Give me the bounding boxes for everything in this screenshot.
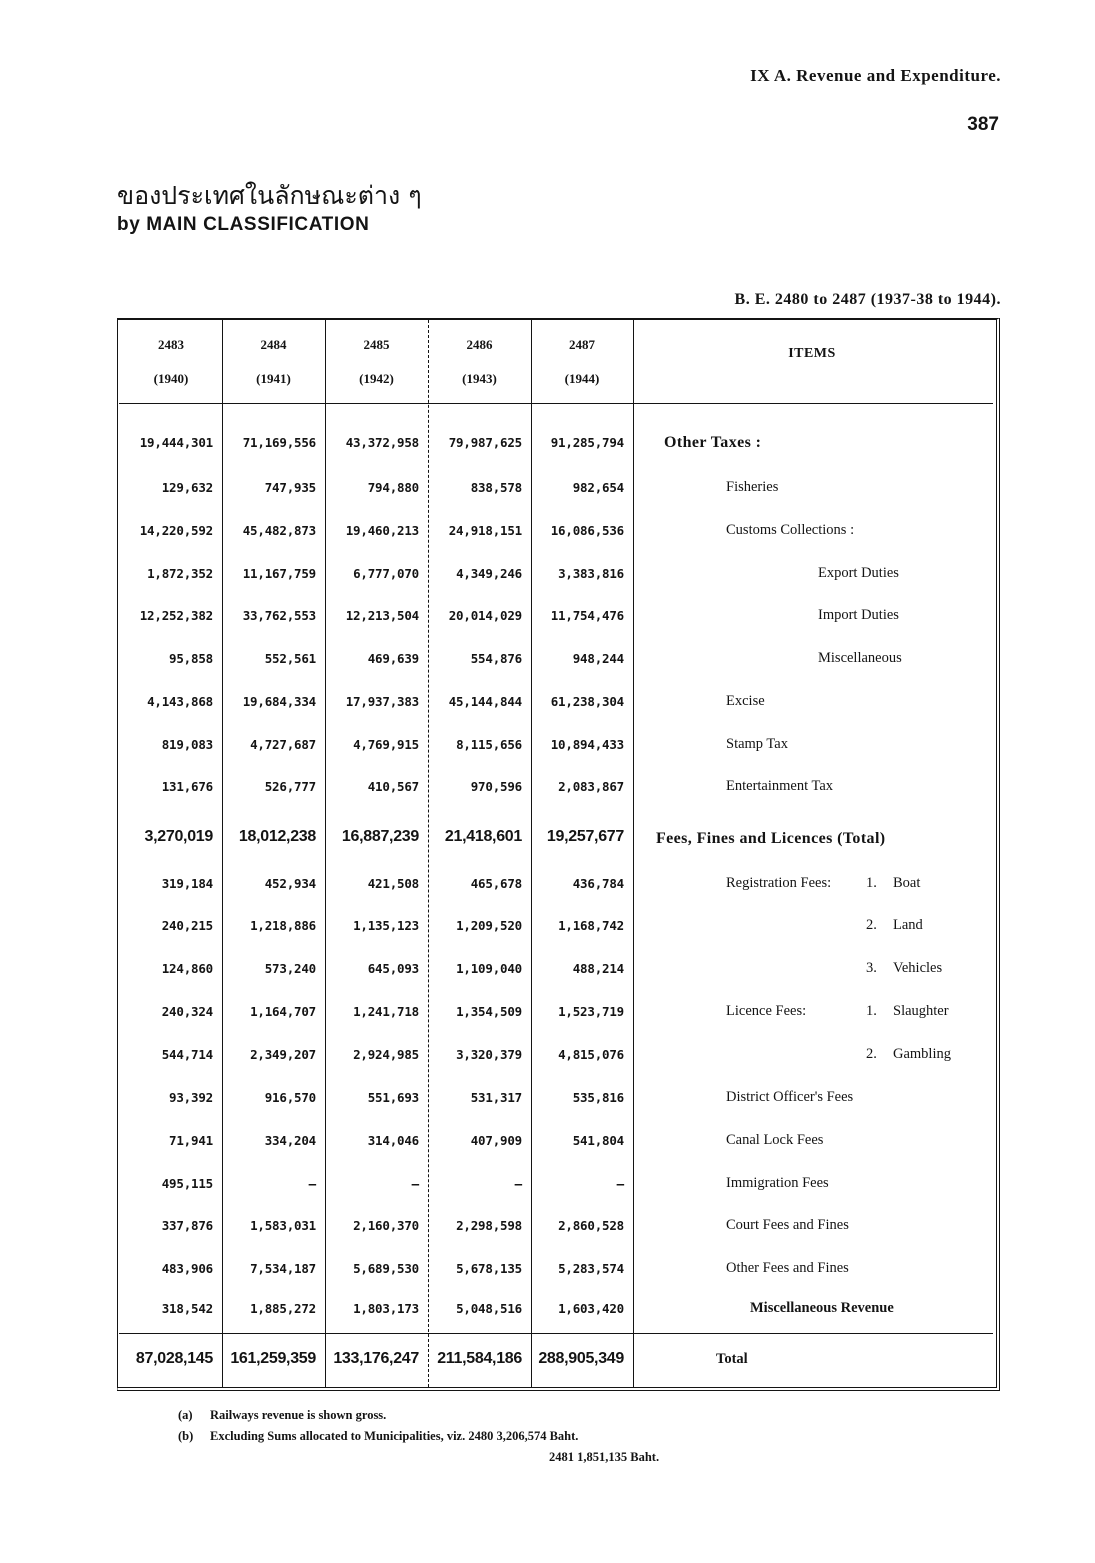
row-index: 3. xyxy=(866,960,877,976)
value-cell: 24,918,151 xyxy=(448,523,522,538)
value-cell: 21,418,601 xyxy=(444,828,522,845)
value-cell: 19,684,334 xyxy=(242,694,316,709)
total-cell: 87,028,145 xyxy=(135,1350,213,1367)
value-cell: 10,894,433 xyxy=(550,737,624,752)
row-label: Other Taxes : xyxy=(664,434,762,451)
value-cell: 131,676 xyxy=(161,779,213,794)
value-cell: 1,209,520 xyxy=(456,918,522,933)
value-cell: 421,508 xyxy=(367,876,419,891)
value-cell: 17,937,383 xyxy=(345,694,419,709)
value-cell: — xyxy=(514,1176,522,1191)
title-english: by MAIN CLASSIFICATION xyxy=(117,214,370,235)
row-item: Gambling xyxy=(893,1046,951,1062)
value-cell: 1,583,031 xyxy=(250,1218,316,1233)
row-label xyxy=(866,960,942,977)
value-cell: 16,086,536 xyxy=(550,523,624,538)
value-cell: 1,135,123 xyxy=(353,918,419,933)
period-note: B. E. 2480 to 2487 (1937-38 to 1944). xyxy=(734,291,1001,308)
value-cell: 319,184 xyxy=(161,876,213,891)
column-year-ce: (1942) xyxy=(359,371,394,386)
value-cell: 982,654 xyxy=(572,480,624,495)
value-cell: 71,169,556 xyxy=(242,435,316,450)
footnote xyxy=(178,1426,659,1447)
value-cell: 551,693 xyxy=(367,1090,419,1105)
value-cell: 2,349,207 xyxy=(250,1047,316,1062)
column-header xyxy=(531,328,633,396)
row-label: Other Fees and Fines xyxy=(726,1260,849,1276)
footnote-text: Excluding Sums allocated to Municipalities, viz. 2480 3,206,574 Baht. xyxy=(210,1429,579,1443)
value-cell: 45,482,873 xyxy=(242,523,316,538)
value-cell: 20,014,029 xyxy=(448,608,522,623)
total-cell: 288,905,349 xyxy=(538,1350,624,1367)
value-cell: 19,460,213 xyxy=(345,523,419,538)
row-label: Miscellaneous Revenue xyxy=(750,1300,894,1316)
total-label: Total xyxy=(716,1351,748,1367)
value-cell: 14,220,592 xyxy=(139,523,213,538)
value-cell: 124,860 xyxy=(161,961,213,976)
value-cell: 337,876 xyxy=(161,1218,213,1233)
value-cell: 5,678,135 xyxy=(456,1261,522,1276)
value-cell: 5,283,574 xyxy=(558,1261,624,1276)
value-cell: 488,214 xyxy=(572,961,624,976)
value-cell: 4,143,868 xyxy=(147,694,213,709)
row-group-label: Licence Fees: xyxy=(726,1003,807,1019)
value-cell: 645,093 xyxy=(367,961,419,976)
value-cell: 495,115 xyxy=(161,1176,213,1191)
value-cell: 18,012,238 xyxy=(238,828,316,845)
value-cell: 410,567 xyxy=(367,779,419,794)
value-cell: 526,777 xyxy=(264,779,316,794)
value-cell: 2,924,985 xyxy=(353,1047,419,1062)
column-header xyxy=(428,328,531,396)
value-cell: — xyxy=(308,1176,316,1191)
row-label: Stamp Tax xyxy=(726,736,788,752)
value-cell: 1,168,742 xyxy=(558,918,624,933)
value-cell: 45,144,844 xyxy=(448,694,522,709)
row-label: Canal Lock Fees xyxy=(726,1132,824,1148)
value-cell: — xyxy=(411,1176,419,1191)
value-cell: 747,935 xyxy=(264,480,316,495)
footnotes xyxy=(178,1405,659,1468)
value-cell: 3,320,379 xyxy=(456,1047,522,1062)
column-year-be: 2484 xyxy=(260,337,287,352)
value-cell: 541,804 xyxy=(572,1133,624,1148)
value-cell: 93,392 xyxy=(169,1090,213,1105)
value-cell: 2,083,867 xyxy=(558,779,624,794)
row-label: Court Fees and Fines xyxy=(726,1217,849,1233)
value-cell: 1,164,707 xyxy=(250,1004,316,1019)
column-rule xyxy=(633,320,634,1387)
footnote-continuation: 2481 1,851,135 Baht. xyxy=(549,1450,660,1464)
value-cell: 19,444,301 xyxy=(139,435,213,450)
row-index: 1. xyxy=(866,875,877,891)
total-cell: 133,176,247 xyxy=(333,1350,419,1367)
value-cell: 819,083 xyxy=(161,737,213,752)
column-year-be: 2487 xyxy=(569,337,595,352)
column-year-be: 2485 xyxy=(363,337,390,352)
value-cell: 61,238,304 xyxy=(550,694,624,709)
value-cell: 240,215 xyxy=(161,918,213,933)
value-cell: 916,570 xyxy=(264,1090,316,1105)
row-label: Export Duties xyxy=(818,565,899,581)
value-cell: 1,109,040 xyxy=(456,961,522,976)
value-cell: 1,241,718 xyxy=(353,1004,419,1019)
header-rule xyxy=(119,403,993,404)
value-cell: 43,372,958 xyxy=(345,435,419,450)
row-label xyxy=(866,1003,949,1020)
row-label xyxy=(866,1046,951,1063)
value-cell: 2,860,528 xyxy=(558,1218,624,1233)
row-label: Import Duties xyxy=(818,607,899,623)
value-cell: 2,160,370 xyxy=(353,1218,419,1233)
value-cell: 970,596 xyxy=(470,779,522,794)
total-cell: 161,259,359 xyxy=(230,1350,316,1367)
value-cell: 11,167,759 xyxy=(242,566,316,581)
column-year-ce: (1944) xyxy=(564,371,600,386)
value-cell: 1,885,272 xyxy=(250,1301,316,1316)
total-cell: 211,584,186 xyxy=(437,1350,522,1367)
value-cell: 838,578 xyxy=(470,480,522,495)
value-cell: 318,542 xyxy=(161,1301,213,1316)
value-cell: 4,769,915 xyxy=(353,737,419,752)
column-header xyxy=(325,328,428,396)
value-cell: 2,298,598 xyxy=(456,1218,522,1233)
row-label: Entertainment Tax xyxy=(726,778,834,794)
value-cell: 452,934 xyxy=(264,876,316,891)
value-cell: 3,270,019 xyxy=(144,828,213,845)
value-cell: 948,244 xyxy=(572,651,624,666)
value-cell: 1,354,509 xyxy=(456,1004,522,1019)
value-cell: 1,603,420 xyxy=(558,1301,624,1316)
value-cell: 79,987,625 xyxy=(448,435,522,450)
footnote-text: Railways revenue is shown gross. xyxy=(210,1408,387,1422)
value-cell: 436,784 xyxy=(572,876,624,891)
value-cell: 469,639 xyxy=(367,651,419,666)
value-cell: — xyxy=(616,1176,624,1191)
value-cell: 794,880 xyxy=(367,480,419,495)
column-header xyxy=(120,328,222,396)
column-header xyxy=(222,328,325,396)
value-cell: 16,887,239 xyxy=(341,828,419,845)
title-thai: ของประเทศในลักษณะต่าง ๆ xyxy=(117,181,422,210)
row-item: Slaughter xyxy=(893,1003,949,1019)
row-item: Vehicles xyxy=(893,960,943,976)
value-cell: 544,714 xyxy=(161,1047,213,1062)
row-item: Land xyxy=(893,917,923,933)
running-head: IX A. Revenue and Expenditure. xyxy=(750,66,1001,85)
value-cell: 554,876 xyxy=(470,651,522,666)
value-cell: 314,046 xyxy=(367,1133,419,1148)
row-label: District Officer's Fees xyxy=(726,1089,854,1105)
value-cell: 7,534,187 xyxy=(250,1261,316,1276)
row-item: Boat xyxy=(893,875,921,891)
column-year-ce: (1943) xyxy=(462,371,497,386)
page-number: 387 xyxy=(967,114,999,135)
value-cell: 573,240 xyxy=(264,961,316,976)
footnote xyxy=(178,1405,659,1426)
column-year-be: 2483 xyxy=(158,337,184,352)
row-label: Customs Collections : xyxy=(726,522,855,538)
value-cell: 531,317 xyxy=(470,1090,522,1105)
row-label: Excise xyxy=(726,693,765,709)
value-cell: 535,816 xyxy=(572,1090,624,1105)
row-label: Fisheries xyxy=(726,479,779,495)
total-rule xyxy=(119,1333,993,1334)
row-label: Immigration Fees xyxy=(726,1175,829,1191)
value-cell: 4,727,687 xyxy=(250,737,316,752)
footnote-tag: (a) xyxy=(178,1408,193,1422)
value-cell: 12,252,382 xyxy=(139,608,213,623)
value-cell: 71,941 xyxy=(169,1133,213,1148)
value-cell: 6,777,070 xyxy=(353,566,419,581)
value-cell: 407,909 xyxy=(470,1133,522,1148)
value-cell: 334,204 xyxy=(264,1133,316,1148)
value-cell: 33,762,553 xyxy=(242,608,316,623)
value-cell: 19,257,677 xyxy=(546,828,624,845)
value-cell: 91,285,794 xyxy=(550,435,624,450)
row-group-label: Registration Fees: xyxy=(726,875,832,891)
column-year-ce: (1940) xyxy=(153,371,189,386)
row-label: Miscellaneous xyxy=(818,650,902,666)
value-cell: 11,754,476 xyxy=(550,608,624,623)
value-cell: 4,349,246 xyxy=(456,566,522,581)
row-index: 2. xyxy=(866,917,877,933)
value-cell: 4,815,076 xyxy=(558,1047,624,1062)
value-cell: 3,383,816 xyxy=(558,566,624,581)
column-year-ce: (1941) xyxy=(256,371,291,386)
value-cell: 552,561 xyxy=(264,651,316,666)
row-label xyxy=(866,875,920,892)
value-cell: 5,048,516 xyxy=(456,1301,522,1316)
row-index: 2. xyxy=(866,1046,877,1062)
value-cell: 1,872,352 xyxy=(147,566,213,581)
value-cell: 8,115,656 xyxy=(456,737,522,752)
value-cell: 129,632 xyxy=(161,480,213,495)
row-label xyxy=(866,917,923,934)
value-cell: 95,858 xyxy=(169,651,213,666)
value-cell: 240,324 xyxy=(161,1004,213,1019)
column-year-be: 2486 xyxy=(466,337,493,352)
items-header: ITEMS xyxy=(788,346,836,361)
value-cell: 1,523,719 xyxy=(558,1004,624,1019)
row-index: 1. xyxy=(866,1003,877,1019)
value-cell: 5,689,530 xyxy=(353,1261,419,1276)
value-cell: 483,906 xyxy=(161,1261,213,1276)
value-cell: 465,678 xyxy=(470,876,522,891)
footnote-tag: (b) xyxy=(178,1429,194,1443)
value-cell: 12,213,504 xyxy=(345,608,419,623)
value-cell: 1,218,886 xyxy=(250,918,316,933)
row-label: Fees, Fines and Licences (Total) xyxy=(656,830,886,847)
value-cell: 1,803,173 xyxy=(353,1301,419,1316)
